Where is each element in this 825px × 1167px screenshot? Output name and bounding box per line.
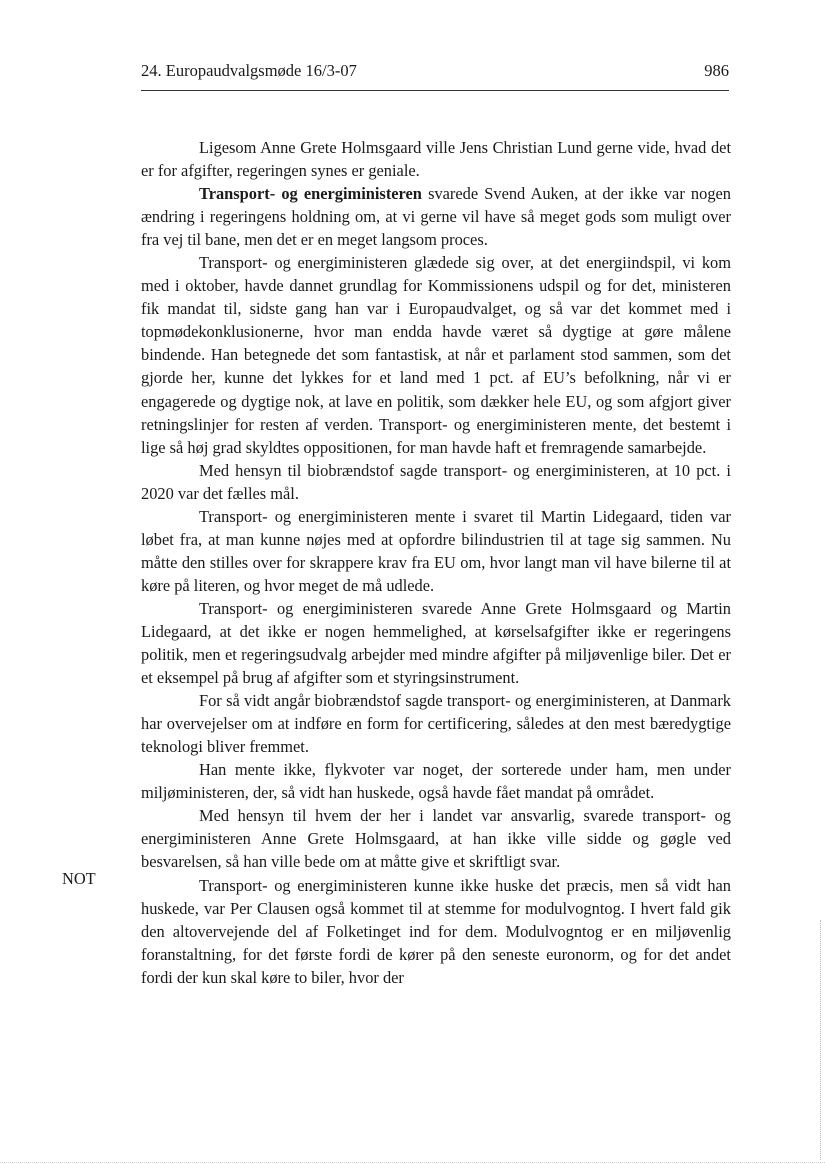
paragraph: Transport- og energiministeren kunne ikke huske det præcis, men så vidt han huskede, var Per Clausen også kommet til at stemme for modulvogntog. I hvert fald gik den altovervejende del af Folketinget ind for dem. Modulvogntog er en miljøvenlig foranstaltning, for det første fordi de kører på den seneste euronorm, og for det andet fordi der kun skal køre to biler, hvor der — [141, 875, 731, 987]
margin-note: NOT — [62, 869, 96, 888]
page-header — [141, 58, 729, 91]
paragraph: Med hensyn til biobrændstof sagde transport- og energiministeren, at 10 pct. i 2020 var det fælles mål. — [141, 460, 731, 503]
scan-edge-artifact — [819, 920, 821, 1160]
paragraph: Transport- og energiministeren mente i svaret til Martin Lidegaard, tiden var løbet fra, at man kunne nøjes med at opfordre bilindustrien til at tage sig sammen. Nu måtte den stilles over for skrappere krav fra EU om, hvor langt man vil have bilerne til at køre på literen, og hvor meget de må udlede. — [141, 506, 731, 595]
document-body — [141, 136, 731, 989]
paragraph: Med hensyn til hvem der her i landet var ansvarlig, svarede transport- og energiministeren Anne Grete Holmsgaard, at han ikke ville sidde og gøgle ved besvarelsen, så han ville bede om at måtte give et skriftligt svar. — [141, 806, 731, 872]
paragraph: Ligesom Anne Grete Holmsgaard ville Jens Christian Lund gerne vide, hvad det er for afgifter, regeringen synes er geniale. — [141, 138, 731, 181]
paragraph: Transport- og energiministeren svarede Anne Grete Holmsgaard og Martin Lidegaard, at det ikke er nogen hemmelighed, at kørselsafgifter ikke er regeringens politik, men et regeringsudvalg arbejder med mindre afgifter på miljøvenlige biler. Det er et eksempel på brug af afgifter som et styringsinstrument. — [141, 598, 731, 688]
speaker-name: Transport- og energiministeren — [199, 184, 422, 204]
header-title: 24. Europaudvalgsmøde 16/3-07 — [141, 61, 357, 80]
page-number: 986 — [704, 61, 729, 80]
paragraph: Transport- og energiministeren glædede sig over, at det energiindspil, vi kom med i oktober, havde dannet grundlag for Kommissionens udspil og for det, ministeren fik mandat til, sidste gang han var i Europaudvalget, og så var det kommet med i topmødekonklusionerne, hvor man endda havde været så dygtige at gøre målene bindende. Han betegnede det som fantastisk, at når et parlament stod sammen, som det gjorde her, kunne det lykkes for et land med 1 pct. af EU’s befolkning, når vi er engagerede og dygtige nok, at lave en politik, som dækker hele EU, og som afgjort giver retningslinjer for resten af verden. Transport- og energiministeren mente, det bestemt i lige så høj grad skyldtes oppositionen, for man havde haft et fremragende samarbejde. — [141, 253, 731, 457]
paragraph: For så vidt angår biobrændstof sagde transport- og energiministeren, at Danmark har overvejelser om at indføre en form for certificering, således at den mest bæredygtige teknologi bliver fremmet. — [141, 691, 731, 757]
scan-bottom-artifact — [0, 1161, 825, 1163]
paragraph: Han mente ikke, flykvoter var noget, der sorterede under ham, men under miljøministeren, der, så vidt han huskede, også havde fået mandat på området. — [141, 760, 731, 803]
paragraph: Transport- og energiministeren svarede Svend Auken, at der ikke var nogen ændring i regeringens holdning om, at vi gerne vil have så meget gods som muligt over fra vej til bane, men det er en meget langsom proces. — [141, 184, 731, 250]
